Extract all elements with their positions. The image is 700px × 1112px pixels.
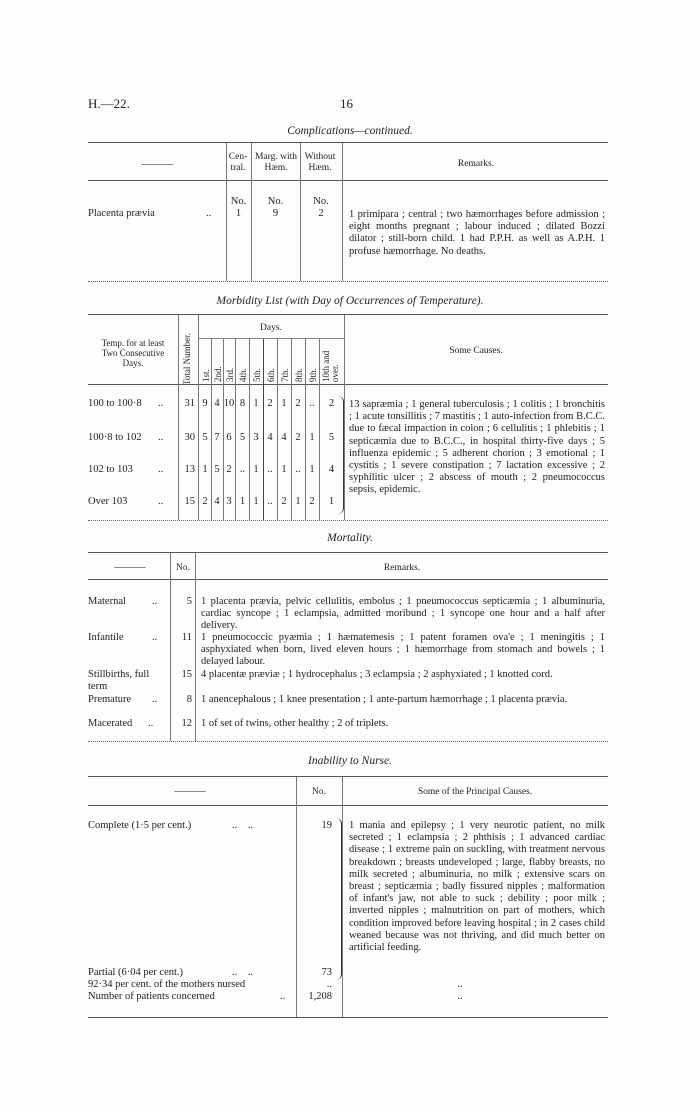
mortality-col-no: No. [176, 563, 190, 573]
morbidity-title: Morbidity List (with Day of Occurrences of Temperature). [216, 295, 484, 307]
day-header-8: 8th. [294, 368, 304, 382]
inability-header-rule [88, 805, 608, 806]
morbidity-day-cell: 1 [253, 464, 259, 475]
mortality-vline [170, 553, 171, 741]
complications-top-rule [88, 142, 608, 143]
morbidity-row-dots: .. [158, 464, 164, 475]
mortality-blank-header: ——— [114, 562, 146, 573]
page-number: 16 [340, 96, 353, 111]
morbidity-row-dots: .. [158, 496, 164, 507]
morbidity-day-cell: 2 [226, 464, 232, 475]
morbidity-day-cell: 5 [239, 432, 246, 443]
morbidity-causes: 13 sapræmia ; 1 general tuberculosis ; 1 colitis ; 1 bronchitis ; 1 acute tonsillitis ; 7 mastitis ; 1 auto-infection from B.C.C. due to fæcal impaction in colon ; 6 cellulitis ; 1 phlebitis ; 1 septicæmia due to B.C.C., in hospital thirty-five days ; 5 influenza epidemic ; 5 adherent chorion ; 3 emotional ; 1 cystitis ; 1 severe constipation ; 7 lactation excessive ; 2 syphilitic ulcer ; 2 abscess of mouth ; 2 pneumococcus sepsis, epidemic. [349, 399, 605, 496]
col-days: Days. [260, 323, 282, 333]
marg-value: 9 [272, 208, 279, 219]
morbidity-day-cell: 1 [239, 496, 246, 507]
days-subrule [198, 338, 344, 339]
inability-row-label: 92·34 per cent. of the mothers nursed [88, 979, 246, 990]
inability-causes-text: 1 mania and epilepsy ; 1 very neurotic patient, no milk secreted ; 1 eclampsia ; 2 phthisis ; 1 advanced cardiac disease ; 1 extreme pain on suckling, with treatment nervous breakdown ; breasts undeveloped ; large, flabby breasts, no milk secreted ; albuminuria, no milk ; extensive scars on breast ; septicæmia ; badly fissured nipples ; malformation of infant's jaw, not able to suck ; debility ; poor milk ; inverted nipples ; malnutrition on part of mothers, which condition improved before leaving hospital ; in 2 cases child weaned because was not thriving, and did much better on artificial feeding. [349, 820, 605, 954]
morbidity-day-cell: .. [239, 464, 246, 475]
morbidity-day-cell: 2 [295, 398, 301, 409]
inability-brace [336, 818, 342, 980]
complications-blank-header: ——— [141, 159, 174, 170]
mortality-row-dots: .. [152, 694, 158, 705]
row-dots: .. [206, 208, 212, 219]
col-total-number: Total Number. [182, 333, 192, 385]
inability-title: Inability to Nurse. [307, 755, 392, 767]
day-header-10: 10th and over. [321, 350, 340, 382]
mortality-row-remarks: 1 placenta prævia, pelvic cellulitis, embolus ; 1 pneumococcus septicæmia ; 1 albuminuria, cardiac syncope ; 1 eclampsia, admitted moribund ; 1 syncope one hour and a half after delivery. [201, 596, 605, 632]
morbidity-day-cell: 5 [214, 464, 220, 475]
morbidity-day-cell: 7 [214, 432, 220, 443]
day-header-5: 5th. [252, 368, 262, 382]
complications-title: Complications—continued. [287, 125, 413, 137]
complications-vline [342, 143, 343, 281]
day-header-9: 9th. [308, 368, 318, 382]
morbidity-day-cell: 1 [295, 496, 301, 507]
morbidity-day-cell: 6 [226, 432, 232, 443]
inability-row-no: 73 [321, 967, 332, 978]
mortality-row-dots: .. [152, 632, 158, 643]
morbidity-day-cell: 2 [202, 496, 208, 507]
marg-no-label: No. [267, 196, 284, 207]
morbidity-day-cell: 1 [202, 464, 208, 475]
mortality-row-dots: .. [148, 718, 154, 729]
inability-row-causes: .. [457, 979, 463, 990]
morbidity-day-cell: 1 [253, 398, 259, 409]
inability-row-label: Complete (1·5 per cent.) [88, 820, 192, 831]
mortality-vline [195, 553, 196, 741]
day-header-2: 2nd. [213, 366, 223, 382]
morbidity-day-cell: 1 [309, 464, 315, 475]
mortality-row-no: 11 [181, 632, 192, 643]
central-value: 1 [235, 208, 242, 219]
day-header-4: 4th. [238, 368, 248, 382]
morbidity-day-cell: 1 [328, 496, 335, 507]
morbidity-day-cell: 1 [281, 398, 287, 409]
inability-row-no: 1,208 [308, 991, 332, 1002]
placenta-praevia-label: Placenta prævia [88, 208, 155, 219]
morbidity-day-cell: 1 [309, 432, 315, 443]
day-header-3: 3rd. [225, 367, 235, 382]
morbidity-day-cell: .. [267, 464, 273, 475]
morbidity-top-rule [88, 314, 608, 315]
mortality-row-remarks: 1 anencephalous ; 1 knee presentation ; 1 ante-partum hæmorrhage ; 1 placenta prævia. [201, 694, 568, 705]
inability-col-no: No. [312, 787, 326, 797]
morbidity-day-cell: 3 [226, 496, 232, 507]
mortality-row-label: Macerated [88, 718, 133, 729]
morbidity-row-dots: .. [158, 432, 164, 443]
mortality-row-no: 5 [186, 596, 192, 607]
morbidity-vline [235, 339, 236, 520]
morbidity-day-cell: .. [267, 496, 273, 507]
mortality-col-remarks: Remarks. [383, 563, 421, 573]
morbidity-day-cell: 4 [267, 432, 273, 443]
morbidity-day-cell: 8 [239, 398, 246, 409]
inability-row-no: 19 [321, 820, 332, 831]
mortality-row-label: Maternal [88, 596, 126, 607]
col-remarks: Remarks. [457, 159, 495, 169]
morbidity-row-dots: .. [158, 398, 164, 409]
morbidity-day-cell: 2 [295, 432, 301, 443]
complications-header-rule [88, 180, 608, 181]
morbidity-day-cell: 5 [328, 432, 335, 443]
morbidity-total: 13 [184, 464, 195, 475]
morbidity-day-cell: 9 [202, 398, 208, 409]
mortality-title: Mortality. [327, 532, 373, 544]
col-temp: Temp. for at least Two Consecutive Days. [101, 338, 165, 368]
morbidity-day-cell: 10 [223, 398, 235, 409]
col-central: Cen- tral. [228, 152, 248, 173]
morbidity-day-cell: 2 [267, 398, 273, 409]
morbidity-day-cell: .. [309, 398, 315, 409]
mortality-row-label: Premature [88, 694, 132, 705]
morbidity-vline [277, 339, 278, 520]
mortality-row-no: 15 [181, 669, 192, 680]
mortality-row-remarks: 4 placentæ præviæ ; 1 hydrocephalus ; 3 eclampsia ; 2 asphyxiated ; 1 knotted cord. [201, 669, 553, 680]
morbidity-vline [344, 315, 345, 520]
inability-bottom-rule [88, 1017, 608, 1018]
complications-bottom-rule [88, 281, 608, 282]
morbidity-vline [305, 339, 306, 520]
morbidity-vline [249, 339, 250, 520]
mortality-row-no: 8 [186, 694, 192, 705]
inability-vline [342, 777, 343, 1017]
inability-row-causes: .. [457, 991, 463, 1002]
morbidity-bottom-rule [88, 520, 608, 521]
morbidity-day-cell: 1 [281, 464, 287, 475]
morbidity-vline [319, 339, 320, 520]
morbidity-row-label: 100 to 100·8 [88, 398, 142, 409]
morbidity-day-cell: 3 [253, 432, 259, 443]
inability-row-label: Number of patients concerned [88, 991, 215, 1002]
morbidity-total: 15 [184, 496, 195, 507]
morbidity-row-label: 102 to 103 [88, 464, 133, 475]
col-marg-with-haem: Marg. with Hæm. [254, 152, 298, 173]
morbidity-vline [178, 315, 179, 520]
inability-col-causes: Some of the Principal Causes. [417, 787, 533, 797]
document-code: H.—22. [88, 96, 130, 111]
morbidity-vline [291, 339, 292, 520]
morbidity-day-cell: 2 [309, 496, 315, 507]
inability-top-rule [88, 776, 608, 777]
day-header-1: 1st. [201, 369, 211, 382]
mortality-row-label: Stillbirths, full term [88, 669, 150, 693]
inability-row-no: .. [326, 979, 332, 990]
day-header-6: 6th. [266, 368, 276, 382]
without-value: 2 [318, 208, 324, 219]
morbidity-day-cell: 4 [214, 398, 220, 409]
morbidity-vline [223, 339, 224, 520]
mortality-bottom-rule [88, 741, 608, 742]
inability-row-dots: .. [280, 991, 286, 1002]
without-no-label: No. [313, 196, 329, 207]
morbidity-day-cell: 4 [214, 496, 220, 507]
morbidity-total: 31 [184, 398, 195, 409]
central-no-label: No. [230, 196, 247, 207]
mortality-row-remarks: 1 of set of twins, other healthy ; 2 of triplets. [201, 718, 389, 729]
morbidity-total: 30 [184, 432, 195, 443]
mortality-row-remarks: 1 pneumococcic pyæmia ; 1 hæmatemesis ; 1 patent foramen ova'e ; 1 meningitis ; 1 asphyxiated when born, lived eleven hours ; 1 hæmorrhage from stomach and bowels ; 1 delayed labour. [201, 632, 605, 668]
col-without-haem: Without Hæm. [304, 152, 336, 173]
morbidity-day-cell: 2 [328, 398, 335, 409]
mortality-row-no: 12 [181, 718, 192, 729]
morbidity-row-label: 100·8 to 102 [88, 432, 142, 443]
col-some-causes: Some Causes. [449, 346, 503, 356]
morbidity-row-label: Over 103 [88, 496, 128, 507]
mortality-row-label: Infantile [88, 632, 124, 643]
inability-row-label: Partial (6·04 per cent.) [88, 967, 184, 978]
morbidity-day-cell: 2 [281, 496, 287, 507]
morbidity-vline [263, 339, 264, 520]
inability-row-dots: .. .. [232, 967, 253, 978]
morbidity-day-cell: 4 [281, 432, 287, 443]
mortality-header-rule [88, 579, 608, 580]
morbidity-header-rule [88, 384, 608, 385]
morbidity-vline [198, 315, 199, 520]
morbidity-day-cell: 1 [253, 496, 259, 507]
day-header-7: 7th. [280, 368, 290, 382]
mortality-top-rule [88, 552, 608, 553]
morbidity-day-cell: 4 [328, 464, 335, 475]
morbidity-brace [338, 396, 344, 514]
inability-row-dots: .. .. [232, 820, 253, 831]
inability-blank-header: ——— [174, 786, 206, 797]
morbidity-day-cell: 5 [202, 432, 208, 443]
morbidity-vline [211, 339, 212, 520]
mortality-row-dots: .. [152, 596, 158, 607]
complications-remarks: 1 primipara ; central ; two hæmorrhages before admission ; eight months pregnant ; labour induced ; dilated Bozzi dilator ; still-born child. 1 had P.P.H. as well as A.P.H. 1 profuse hæmorrhage. No deaths. [349, 209, 605, 257]
morbidity-day-cell: .. [295, 464, 301, 475]
